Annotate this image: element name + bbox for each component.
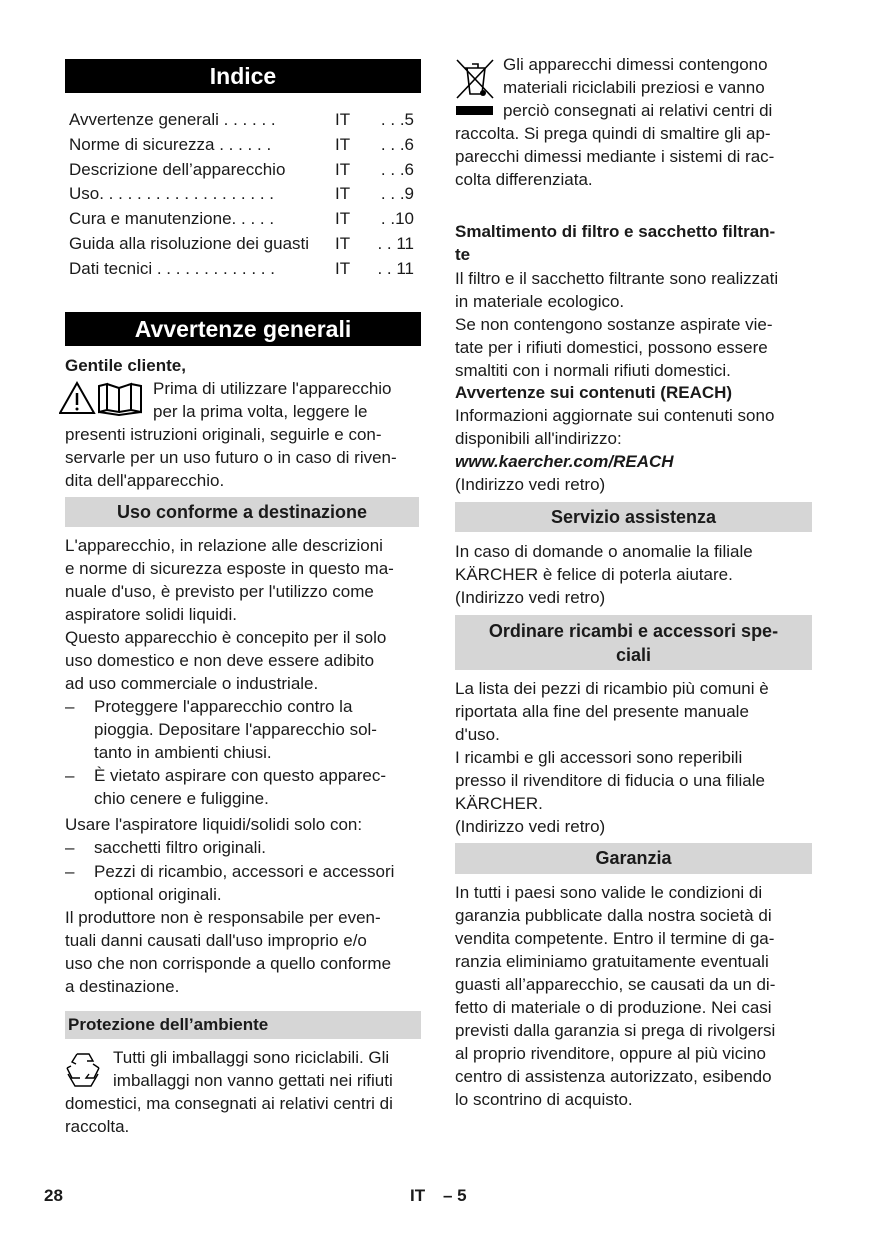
section-heading-intended-use: Uso conforme a destinazione	[65, 497, 419, 527]
text-line: per la prima volta, leggere le	[153, 402, 368, 421]
text-line: ad uso commerciale o industriale.	[65, 674, 319, 693]
text-line: te	[455, 245, 471, 264]
text-line: Usare l'aspiratore liquidi/solidi solo con:	[65, 815, 363, 834]
warning-manual-icon	[59, 380, 151, 416]
text-line: colta differenziata.	[455, 170, 593, 189]
toc-entry-page: . . .9	[380, 184, 414, 204]
list-item	[65, 764, 386, 810]
text-line: Smaltimento di filtro e sacchetto filtran-	[455, 222, 776, 241]
text-line: perciò consegnati ai relativi centri di	[503, 101, 773, 120]
list-item	[65, 836, 266, 859]
text-line: imballaggi non vanno gettati nei rifiuti	[113, 1071, 393, 1090]
toc-entry-lang: IT	[335, 134, 351, 154]
toc-row[interactable]	[69, 207, 414, 232]
paragraph	[455, 122, 774, 191]
paragraph	[455, 473, 605, 496]
toc-entry-page: . . .6	[380, 159, 414, 179]
text-line: in materiale ecologico.	[455, 292, 625, 311]
paragraph	[455, 540, 753, 609]
text-line: KÄRCHER.	[455, 794, 543, 813]
text-line: pioggia. Depositare l'apparecchio sol-	[94, 720, 377, 739]
text-line: Tutti gli imballaggi sono riciclabili. Gli	[113, 1048, 390, 1067]
heading-line: Ordinare ricambi e accessori spe-	[488, 621, 779, 641]
text-line: – sacchetti filtro originali.	[65, 836, 266, 859]
toc-entry-page: . .10	[380, 209, 414, 229]
section-heading-parts	[455, 615, 812, 670]
text-line: uso domestico e non deve essere adibito	[65, 651, 375, 670]
toc-row[interactable]	[69, 158, 414, 183]
text-line: servarle per un uso futuro o in caso di riven-	[65, 448, 397, 467]
paragraph	[65, 813, 362, 836]
text-line: chio cenere e fuliggine.	[94, 789, 269, 808]
toc-entry-lang: IT	[335, 209, 351, 229]
recycle-icon	[63, 1050, 103, 1088]
text-line: centro di assistenza autorizzato, esibendo	[455, 1067, 772, 1086]
text-line: dita dell'apparecchio.	[65, 471, 225, 490]
text-line: Il produttore non è responsabile per even-	[65, 908, 381, 927]
toc-entry-lang: IT	[335, 184, 351, 204]
text-line: www.kaercher.com/REACH	[455, 452, 674, 471]
toc-entry-lang: IT	[335, 159, 351, 179]
text-line: – Pezzi di ricambio, accessori e accessori	[65, 860, 394, 883]
text-line: vendita competente. Entro il termine di ga-	[455, 929, 775, 948]
toc-entry-lang: IT	[335, 110, 351, 129]
toc-entry-page: . . .5	[380, 110, 414, 129]
text-line: disponibili all'indirizzo:	[455, 429, 622, 448]
text-line: La lista dei pezzi di ricambio più comuni è	[455, 679, 769, 698]
toc-row[interactable]	[69, 108, 414, 133]
text-line: presso il rivenditore di fiducia o una filiale	[455, 771, 765, 790]
subheading	[455, 381, 732, 404]
text-line: optional originali.	[94, 885, 222, 904]
toc-entry-lang: IT	[335, 233, 351, 253]
text-line: nuale d'uso, è previsto per l'utilizzo come	[65, 582, 374, 601]
toc-entry-title: Uso. . . . . . . . . . . . . . . . . . .	[69, 184, 274, 204]
toc-entry-title: Guida alla risoluzione dei guasti	[69, 233, 310, 253]
toc-entry-title: Norme di sicurezza . . . . . .	[69, 134, 272, 154]
text-line: aspiratore solidi liquidi.	[65, 605, 237, 624]
text-line: parecchi dimessi mediante i sistemi di rac-	[455, 147, 775, 166]
text-line: Gli apparecchi dimessi contengono	[503, 55, 768, 74]
text-line: Informazioni aggiornate sui contenuti sono	[455, 406, 775, 425]
toc-row[interactable]	[69, 182, 414, 207]
paragraph	[455, 404, 774, 450]
reach-link[interactable]	[455, 450, 674, 473]
list-item	[65, 860, 394, 906]
text-line: tanto in ambienti chiusi.	[94, 743, 272, 762]
section-title-general: Avvertenze generali	[65, 312, 421, 346]
text-line: – È vietato aspirare con questo apparec-	[65, 764, 386, 787]
toc-entry-page: . . 11	[377, 233, 414, 253]
text-line: a destinazione.	[65, 977, 180, 996]
subheading	[455, 220, 775, 266]
text-line: Questo apparecchio è concepito per il solo	[65, 628, 387, 647]
text-line: uso che non corrisponde a quello conforme	[65, 954, 392, 973]
paragraph	[455, 677, 769, 838]
toc-entry-page: . . .6	[380, 134, 414, 154]
text-line: Se non contengono sostanze aspirate vie-	[455, 315, 773, 334]
crossed-bin-icon	[455, 56, 495, 118]
paragraph	[65, 906, 391, 998]
paragraph	[113, 1046, 393, 1092]
toc-entry-title: Cura e manutenzione. . . . .	[69, 209, 275, 229]
greeting	[65, 354, 186, 377]
paragraph	[65, 534, 394, 626]
text-line: al proprio rivenditore, oppure al più vicino	[455, 1044, 766, 1063]
toc-entry-title: Dati tecnici . . . . . . . . . . . . .	[69, 258, 275, 278]
text-line: tate per i rifiuti domestici, possono essere	[455, 338, 768, 357]
toc-row[interactable]	[69, 257, 414, 282]
text-line: previsti dalla garanzia si prega di rivolgersi	[455, 1021, 776, 1040]
text-line: materiali riciclabili preziosi e vanno	[503, 78, 765, 97]
toc-row[interactable]	[69, 133, 414, 158]
text-line: Prima di utilizzare l'apparecchio	[153, 379, 392, 398]
text-line: KÄRCHER è felice di poterla aiutare.	[455, 565, 733, 584]
text-line: – Proteggere l'apparecchio contro la	[65, 695, 377, 718]
text-line: ranzia eliminiamo gratuitamente eventuali	[455, 952, 769, 971]
text-line: garanzia pubblicate dalla nostra società di	[455, 906, 772, 925]
page-number: 28	[44, 1186, 63, 1205]
text-line: tuali danni causati dall'uso improprio e/o	[65, 931, 367, 950]
text-line: Avvertenze sui contenuti (REACH)	[455, 383, 733, 402]
table-of-contents	[69, 108, 414, 282]
text-line: raccolta.	[65, 1117, 130, 1136]
text-line: L'apparecchio, in relazione alle descrizioni	[65, 536, 383, 555]
toc-row[interactable]	[69, 232, 414, 257]
toc-entry-title: Descrizione dell’apparecchio	[69, 159, 286, 179]
text-line: domestici, ma consegnati ai relativi centri di	[65, 1094, 393, 1113]
toc-entry-lang: IT	[335, 258, 351, 278]
text-line: (Indirizzo vedi retro)	[455, 817, 606, 836]
text-line: presenti istruzioni originali, seguirle e con-	[65, 425, 382, 444]
text-line: guasti all’apparecchio, se causati da un di-	[455, 975, 776, 994]
text-line: raccolta. Si prega quindi di smaltire gli ap-	[455, 124, 771, 143]
intro-text	[153, 377, 392, 423]
intro-text	[65, 423, 397, 492]
text-line: (Indirizzo vedi retro)	[455, 588, 606, 607]
paragraph	[455, 267, 778, 382]
footer-local-page: – 5	[443, 1186, 467, 1205]
paragraph	[65, 1092, 393, 1138]
list-item	[65, 695, 377, 764]
toc-entry-page: . . 11	[377, 258, 414, 278]
text-line: fetto di materiale o di produzione. Nei casi	[455, 998, 772, 1017]
text-line: d'uso.	[455, 725, 500, 744]
text-line: In tutti i paesi sono valide le condizioni di	[455, 883, 763, 902]
footer-lang: IT	[410, 1186, 426, 1205]
text-line: In caso di domande o anomalie la filiale	[455, 542, 753, 561]
text-line: Il filtro e il sacchetto filtrante sono realizzati	[455, 269, 779, 288]
text-line: e norme di sicurezza esposte in questo ma-	[65, 559, 394, 578]
text-line: Gentile cliente,	[65, 356, 186, 375]
text-line: (Indirizzo vedi retro)	[455, 475, 606, 494]
paragraph	[455, 881, 775, 1111]
section-heading-service: Servizio assistenza	[455, 502, 812, 532]
text-line: I ricambi e gli accessori sono reperibili	[455, 748, 743, 767]
heading-line: ciali	[615, 645, 652, 665]
text-line: smaltiti con i normali rifiuti domestici.	[455, 361, 731, 380]
text-line: lo scontrino di acquisto.	[455, 1090, 633, 1109]
toc-entry-title: Avvertenze generali . . . . . .	[69, 110, 276, 129]
paragraph	[503, 53, 772, 122]
section-heading-environment: Protezione dell’ambiente	[65, 1011, 421, 1039]
paragraph	[65, 626, 386, 695]
toc-title: Indice	[65, 59, 421, 93]
section-heading-warranty: Garanzia	[455, 843, 812, 874]
text-line: riportata alla fine del presente manuale	[455, 702, 749, 721]
